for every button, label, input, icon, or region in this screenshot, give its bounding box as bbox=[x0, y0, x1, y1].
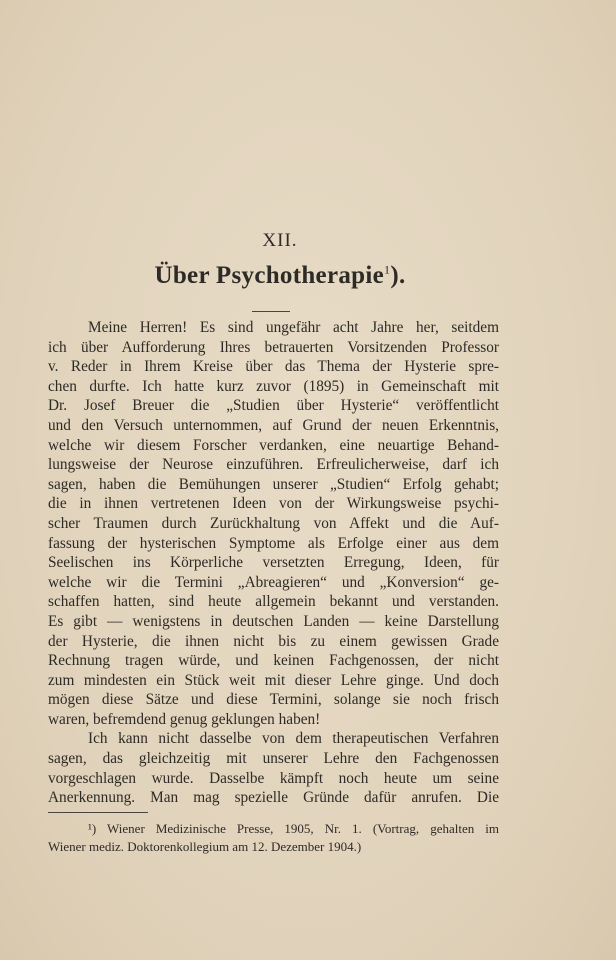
text-line: welche wir die Termini „Abreagieren“ und „Konversion“ ge- bbox=[48, 573, 499, 591]
text-line: sagen, haben die Bemühungen unserer „Studien“ Erfolg gehabt; bbox=[48, 475, 499, 493]
chapter-title-text: Über Psychotherapie bbox=[154, 262, 385, 289]
text-line: sagen, das gleichzeitig mit unserer Lehre den Fachgenossen bbox=[48, 750, 499, 768]
text-line: welche wir diesem Forscher verdanken, eine neuartige Behand- bbox=[48, 436, 499, 454]
text-line: zum mindesten ein Stück weit mit dieser Lehre ginge. Und doch bbox=[48, 671, 499, 689]
body-text bbox=[48, 318, 499, 808]
footnote-line: Wiener mediz. Doktorenkollegium am 12. Dezember 1904.) bbox=[48, 838, 362, 854]
text-line: ich über Aufforderung Ihres betrauerten Vorsitzenden Professor bbox=[48, 338, 499, 356]
text-line: und den Versuch unternommen, auf Grund der neuen Erkenntnis, bbox=[48, 416, 499, 434]
text-line: Seelischen ins Körperliche versetzten Erregung, Ideen, für bbox=[48, 554, 499, 572]
text-line: lungsweise der Neurose einzuführen. Erfreulicherweise, darf ich bbox=[48, 456, 499, 474]
text-line: Meine Herren! Es sind ungefähr acht Jahre her, seitdem bbox=[88, 319, 499, 336]
text-line: schaffen hatten, sind heute allgemein bekannt und verstanden. bbox=[48, 593, 499, 611]
text-line: Es gibt — wenigstens in deutschen Landen — keine Darstellung bbox=[48, 612, 499, 630]
text-line: scher Traumen durch Zurückhaltung von Affekt und die Auf- bbox=[48, 514, 499, 532]
text-line: der Hysterie, die ihnen nicht bis zu einem gewissen Grade bbox=[48, 632, 499, 650]
footnote-line: ¹) Wiener Medizinische Presse, 1905, Nr. 1. (Vortrag, gehalten im bbox=[88, 821, 499, 836]
text-line: die in ihnen vertretenen Ideen von der Wirkungsweise psychi- bbox=[48, 495, 499, 513]
text-line: vorgeschlagen wurde. Dasselbe kämpft noch heute um seine bbox=[48, 769, 499, 787]
chapter-title-end: ). bbox=[390, 262, 406, 289]
chapter-title bbox=[0, 262, 560, 290]
text-line: fassung der hysterischen Symptome als Erfolge einer aus dem bbox=[48, 534, 499, 552]
text-line: Ich kann nicht dasselbe von dem therapeutischen Verfahren bbox=[88, 730, 499, 748]
footnote bbox=[48, 820, 499, 855]
chapter-number: XII. bbox=[262, 230, 298, 251]
footnote-mark: 1 bbox=[384, 262, 391, 277]
text-line: mögen diese Sätze und diese Termini, solange sie noch frisch bbox=[48, 691, 499, 709]
text-line: chen durfte. Ich hatte kurz zuvor (1895) in Gemeinschaft mit bbox=[48, 377, 499, 395]
title-divider bbox=[252, 311, 290, 312]
text-line: Rechnung tragen würde, und keinen Fachgenossen, der nicht bbox=[48, 652, 499, 670]
text-line: v. Reder in Ihrem Kreise über das Thema der Hysterie spre- bbox=[48, 358, 499, 376]
text-line: Dr. Josef Breuer die „Studien über Hysterie“ veröffentlicht bbox=[48, 397, 499, 415]
text-line: Anerkennung. Man mag spezielle Gründe dafür anrufen. Die bbox=[48, 789, 499, 807]
text-line: waren, befremdend genug geklungen haben! bbox=[48, 710, 321, 728]
footnote-divider bbox=[48, 812, 148, 813]
